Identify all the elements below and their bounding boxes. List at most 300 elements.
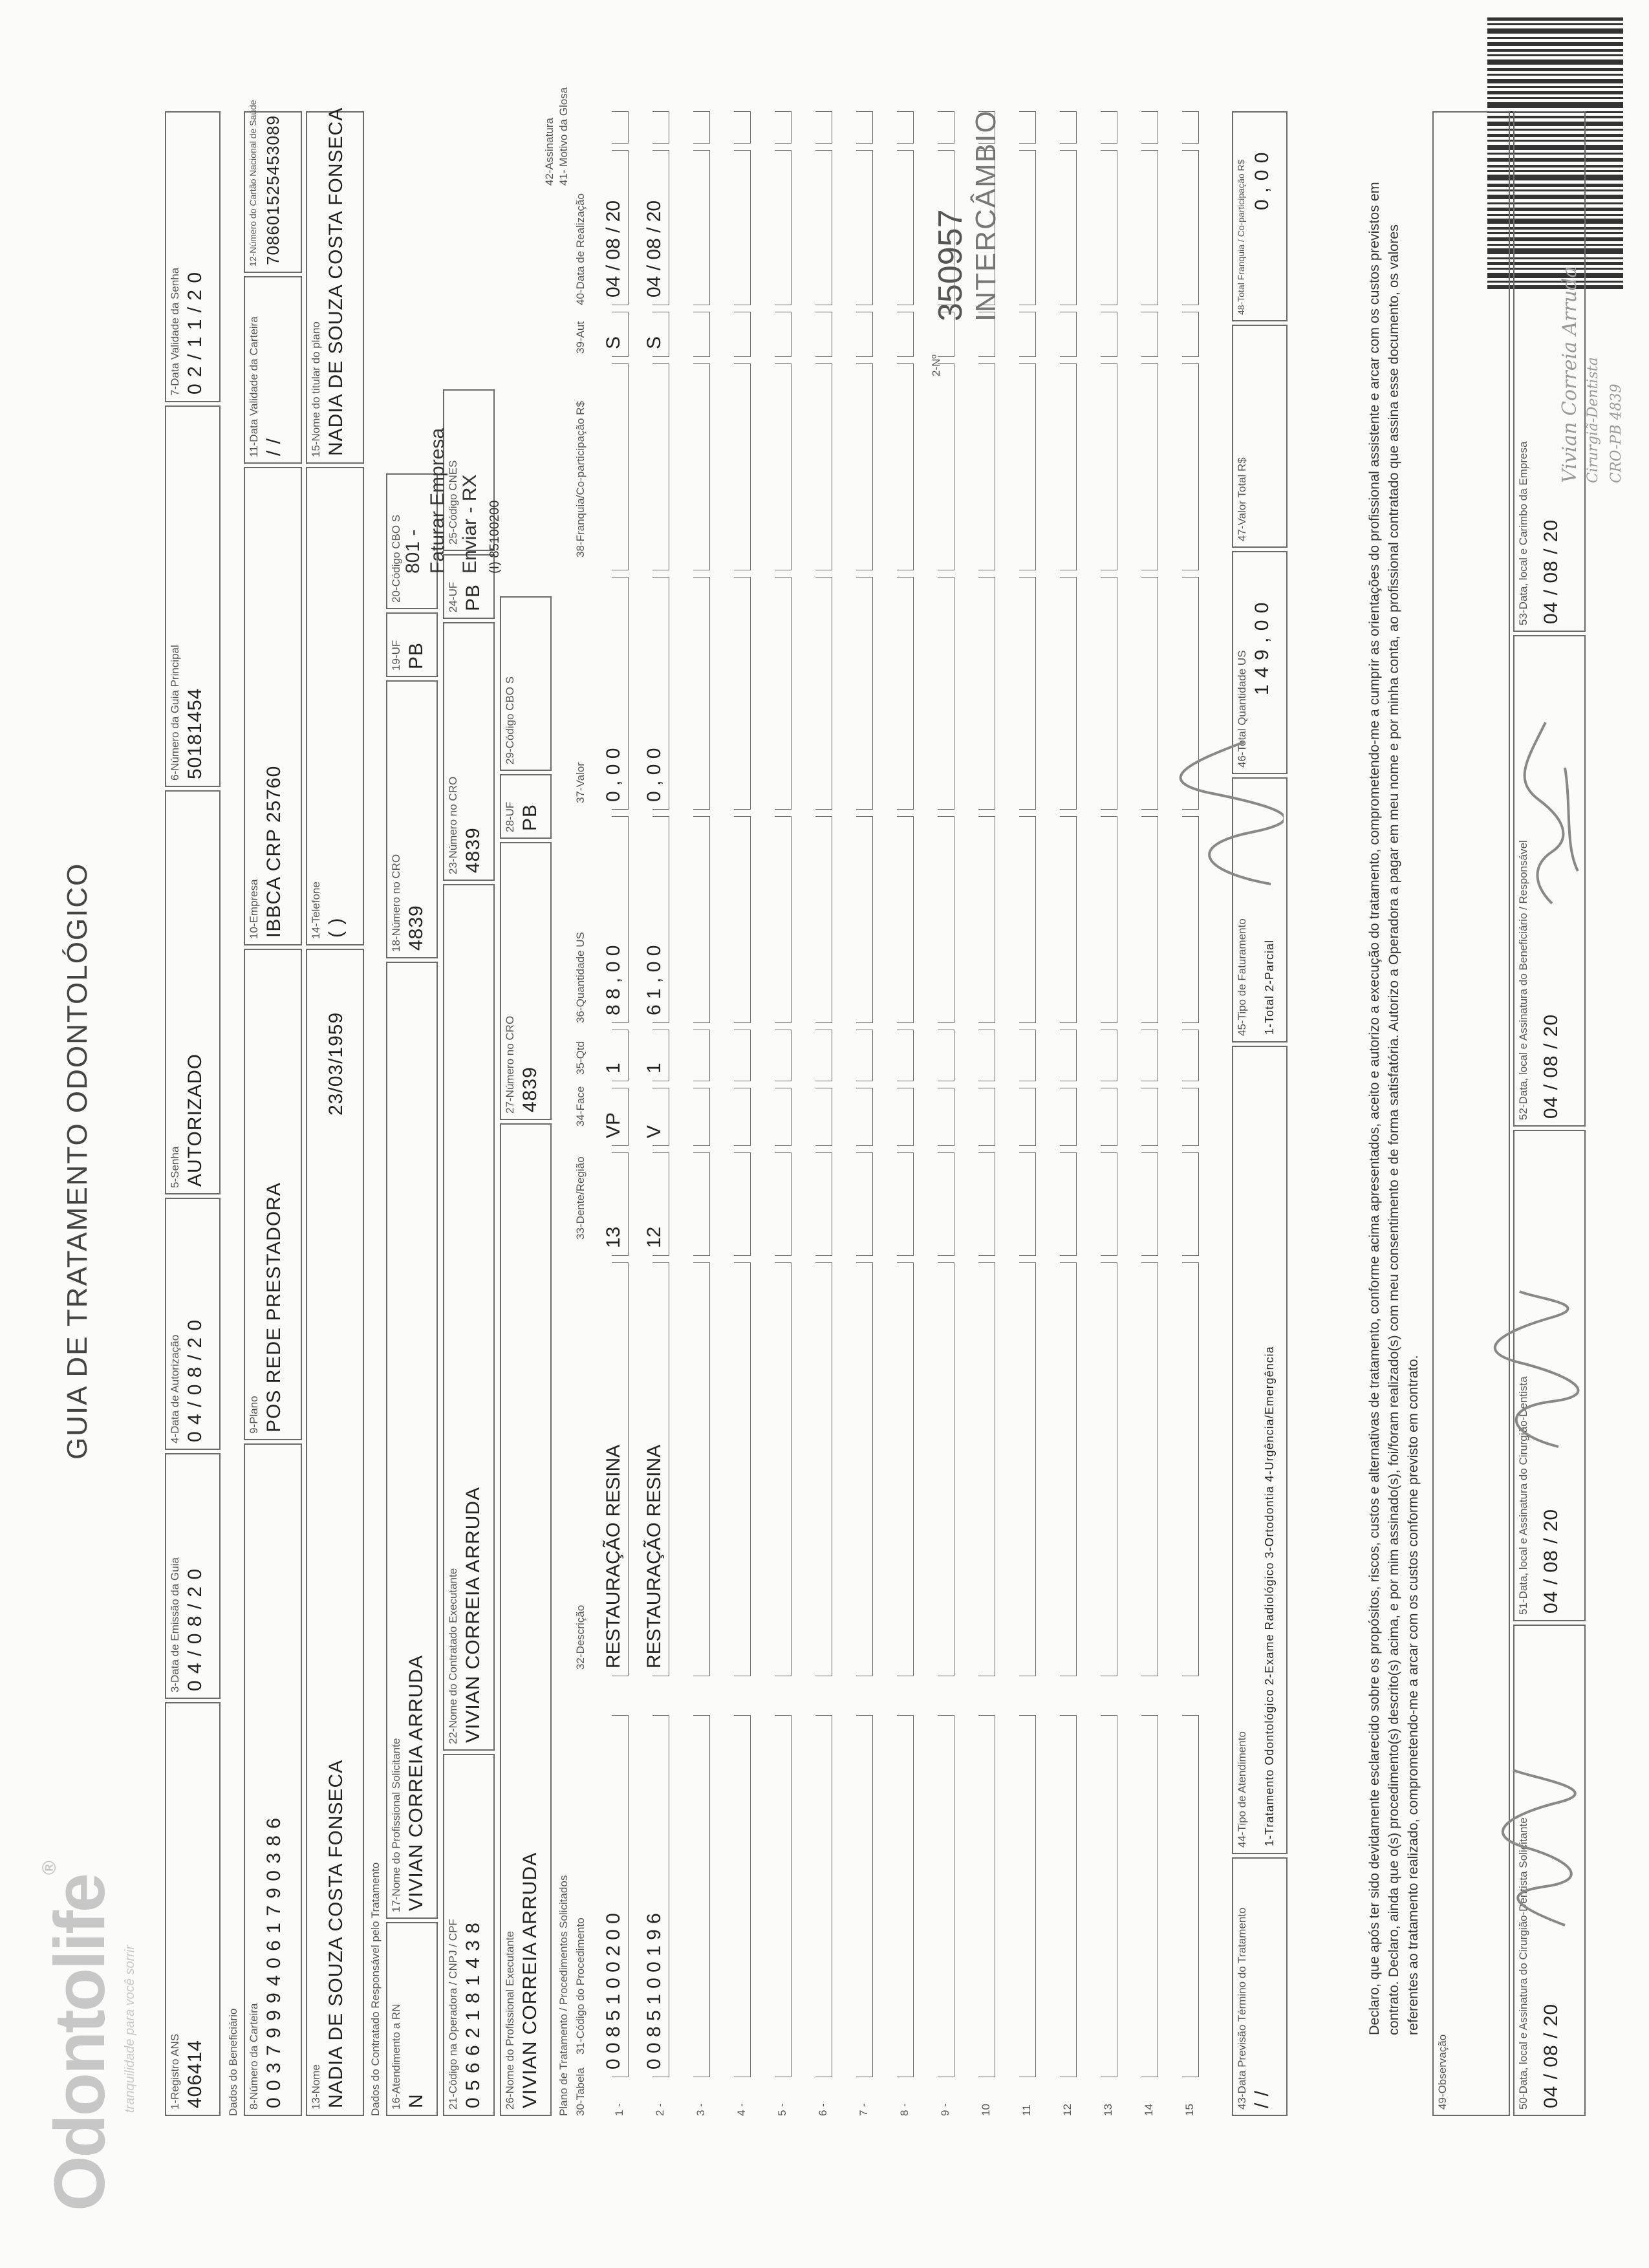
cell-box-face bbox=[1182, 1088, 1199, 1146]
valor-total-field bbox=[1232, 325, 1288, 548]
cartao-nacional-value: 708601525453089 bbox=[263, 115, 283, 265]
cell-box-qtd bbox=[897, 1030, 914, 1081]
cell-box-us bbox=[897, 816, 914, 1023]
cell-box-dente bbox=[734, 1152, 751, 1256]
cell-box-codigo bbox=[815, 1715, 832, 2077]
cell-box-aut bbox=[815, 312, 832, 357]
cbo-29-label: 29-Código CBO S bbox=[504, 676, 516, 764]
cell-box-aut bbox=[1060, 312, 1077, 357]
cell-box-franquia bbox=[897, 363, 914, 570]
signature-solicitante bbox=[1487, 1764, 1584, 1932]
cell-aut: S bbox=[643, 336, 665, 349]
table-row bbox=[960, 111, 999, 2116]
table-row bbox=[879, 111, 918, 2116]
cell-box-dente bbox=[856, 1152, 873, 1256]
validade-senha-value: 0 2 / 1 1 / 2 0 bbox=[184, 271, 206, 394]
cell-box-codigo bbox=[734, 1715, 751, 2077]
cell-box-glosa bbox=[938, 111, 954, 144]
numero-cro-23-label: 23-Número no CRO bbox=[447, 776, 459, 874]
cell-box-valor bbox=[734, 577, 751, 810]
cell-box-aut bbox=[1182, 312, 1199, 357]
cell-box-qtd bbox=[612, 1030, 629, 1081]
cell-box-qtd bbox=[693, 1030, 710, 1081]
cell-box-descricao bbox=[815, 1262, 832, 1676]
cell-box-aut bbox=[978, 312, 995, 357]
cell-box-qtd bbox=[775, 1030, 792, 1081]
cell-box-descricao bbox=[938, 1262, 954, 1676]
cell-box-data bbox=[1141, 150, 1158, 305]
cell-box-aut bbox=[1101, 312, 1117, 357]
cell-box-qtd bbox=[1019, 1030, 1036, 1081]
nome-value: NADIA DE SOUZA COSTA FONSECA bbox=[325, 1759, 347, 2108]
cell-box-franquia bbox=[938, 363, 954, 570]
stamp-name: Vivian Correia Arruda bbox=[1558, 266, 1581, 483]
header-fields bbox=[165, 100, 495, 2116]
guia-number: 350957 bbox=[932, 209, 969, 321]
cell-box-glosa bbox=[897, 111, 914, 144]
validade-carteira-field bbox=[244, 276, 302, 464]
cell-box-descricao bbox=[775, 1262, 792, 1676]
assinatura-beneficiario-value: 04 / 08 / 20 bbox=[1540, 1013, 1562, 1119]
data-nascimento-value: 23/03/1959 bbox=[325, 1011, 347, 1116]
cell-box-franquia bbox=[1019, 363, 1036, 570]
total-franquia-value: 0 , 0 0 bbox=[1251, 151, 1273, 210]
atendimento-rn-value: N bbox=[405, 2093, 427, 2108]
cell-dente: 13 bbox=[603, 1226, 624, 1248]
empresa-value: IBBCA CRP 25760 bbox=[263, 765, 285, 938]
guia-principal-label: 6-Número da Guia Principal bbox=[169, 645, 181, 781]
assinatura-cirurgiao-value: 04 / 08 / 20 bbox=[1540, 1508, 1562, 1614]
uf-19-label: 19-UF bbox=[390, 640, 402, 671]
cell-box-data bbox=[1182, 150, 1199, 305]
row-number: 5 - bbox=[776, 2103, 788, 2116]
cell-box-face bbox=[1141, 1088, 1158, 1146]
cell-box-data bbox=[693, 150, 710, 305]
assinatura-beneficiario-label: 52-Data, local e Assinatura do Beneficiário / Responsável bbox=[1517, 840, 1529, 1120]
cell-box-us bbox=[1101, 816, 1117, 1023]
cell-box-franquia bbox=[693, 363, 710, 570]
cell-box-codigo bbox=[775, 1715, 792, 2077]
uf-28-value: PB bbox=[519, 803, 541, 831]
header-motivo-glosa: 41- Motivo da Glosa bbox=[557, 87, 570, 186]
numero-cro-18-label: 18-Número no CRO bbox=[390, 854, 402, 952]
cell-box-codigo bbox=[856, 1715, 873, 2077]
table-row bbox=[1123, 111, 1162, 2116]
cell-box-qtd bbox=[652, 1030, 669, 1081]
senha-field bbox=[165, 790, 221, 1194]
cell-box-aut bbox=[693, 312, 710, 357]
cell-box-codigo bbox=[1019, 1715, 1036, 2077]
telefone-field bbox=[306, 467, 364, 945]
cell-box-franquia bbox=[1101, 363, 1117, 570]
cell-box-descricao bbox=[1060, 1262, 1077, 1676]
cell-box-face bbox=[1060, 1088, 1077, 1146]
cell-box-aut bbox=[856, 312, 873, 357]
table-row bbox=[634, 111, 673, 2116]
numero-cro-27-label: 27-Número no CRO bbox=[504, 1015, 516, 1114]
cell-box-franquia bbox=[1182, 363, 1199, 570]
registro-ans-value: 406414 bbox=[184, 2039, 206, 2108]
atendimento-rn-field bbox=[386, 1922, 438, 2116]
cell-box-dente bbox=[775, 1152, 792, 1256]
cartao-nacional-field bbox=[244, 100, 302, 273]
cell-box-qtd bbox=[734, 1030, 751, 1081]
tipo-atendimento-label: 44-Tipo de Atendimento bbox=[1236, 1731, 1248, 1848]
section-contratado: Dados do Contratado Responsável pelo Tratamento bbox=[369, 1862, 382, 2116]
previsao-termino-label: 43-Data Previsão Término do Tratamento bbox=[1236, 1907, 1248, 2110]
cell-box-us bbox=[1019, 816, 1036, 1023]
row-number: 4 - bbox=[735, 2103, 748, 2116]
section-plano-tratamento: Plano de Tratamento / Procedimentos Solicitados bbox=[557, 1875, 570, 2116]
cell-box-aut bbox=[938, 312, 954, 357]
cell-codigo: 0 0 8 5 1 0 0 1 9 6 bbox=[643, 1913, 665, 2069]
cell-aut: S bbox=[603, 336, 624, 349]
cell-box-codigo bbox=[897, 1715, 914, 2077]
table-row bbox=[1083, 111, 1121, 2116]
cell-box-data bbox=[1019, 150, 1036, 305]
validade-senha-label: 7-Data Validade da Senha bbox=[169, 267, 181, 396]
cell-box-valor bbox=[897, 577, 914, 810]
header-data-realizacao: 40-Data de Realização bbox=[574, 193, 587, 305]
data-emissao-label: 3-Data de Emissão da Guia bbox=[169, 1557, 181, 1692]
profissional-solicitante-value: VIVIAN CORREIA ARRUDA bbox=[405, 1654, 427, 1911]
header-face: 34-Face bbox=[574, 1086, 587, 1127]
atendimento-rn-label: 16-Atendimento a RN bbox=[390, 2003, 402, 2110]
contratado-executante-field bbox=[443, 884, 495, 1751]
row-number: 14 bbox=[1143, 2104, 1155, 2116]
numero-cro-23-value: 4839 bbox=[462, 827, 484, 873]
carimbo-empresa-label: 53-Data, local e Carimbo da Empresa bbox=[1517, 441, 1529, 625]
row-number: 11 bbox=[1020, 2104, 1033, 2116]
guia-principal-value: 5018145​4 bbox=[184, 687, 206, 779]
cell-box-descricao bbox=[897, 1262, 914, 1676]
cell-box-face bbox=[856, 1088, 873, 1146]
titular-plano-label: 15-Nome do titular do plano bbox=[310, 321, 322, 457]
total-quantidade-us-label: 46-Total Quantidade US bbox=[1236, 650, 1248, 768]
header-tabela: 30-Tabela bbox=[574, 2068, 587, 2116]
cell-box-qtd bbox=[856, 1030, 873, 1081]
assinatura-solicitante-label: 50-Data, local e Assinatura do Cirurgião-Dentista Solicitante bbox=[1517, 1817, 1529, 2110]
cell-box-dente bbox=[815, 1152, 832, 1256]
cell-box-glosa bbox=[1182, 111, 1199, 144]
logo-tagline: tranquilidade para você sorrir bbox=[123, 1945, 137, 2113]
codigo-operadora-label: 21-Código na Operadora / CNPJ / CPF bbox=[447, 1919, 459, 2110]
contratado-executante-label: 22-Nome do Contratado Executante bbox=[447, 1568, 459, 1744]
cell-qtd: 1 bbox=[603, 1063, 624, 1074]
table-row bbox=[1164, 111, 1203, 2116]
cell-box-data bbox=[938, 150, 954, 305]
cell-box-us bbox=[1060, 816, 1077, 1023]
plano-label: 9-Plano bbox=[248, 1396, 260, 1434]
header-franquia: 38-Franquia/Co-participação R$ bbox=[574, 401, 587, 557]
signature-beneficiario bbox=[1494, 716, 1591, 910]
uf-19-field bbox=[386, 612, 438, 677]
validade-senha-field bbox=[165, 111, 221, 402]
senha-value: AUTORIZADO bbox=[184, 1053, 206, 1187]
profissional-solicitante-field bbox=[386, 962, 438, 1919]
cell-box-us bbox=[734, 816, 751, 1023]
cell-box-aut bbox=[1141, 312, 1158, 357]
cell-box-glosa bbox=[978, 111, 995, 144]
header-dente: 33-Dente/Região bbox=[574, 1156, 587, 1240]
side-note-1: 801 - bbox=[402, 529, 424, 574]
cell-box-us bbox=[1141, 816, 1158, 1023]
cell-box-qtd bbox=[978, 1030, 995, 1081]
cell-box-dente bbox=[693, 1152, 710, 1256]
cell-box-codigo bbox=[1101, 1715, 1117, 2077]
numero-carteira-field bbox=[244, 1443, 302, 2116]
tipo-faturamento-label: 45-Tipo de Faturamento bbox=[1236, 918, 1248, 1036]
tipo-faturamento-value: 1-Total 2-Parcial bbox=[1263, 939, 1276, 1035]
cell-dente: 12 bbox=[643, 1226, 665, 1248]
validade-carteira-label: 11-Data Validade da Carteira bbox=[248, 316, 260, 457]
table-row bbox=[797, 111, 836, 2116]
observacao-label: 49-Observação bbox=[1436, 2034, 1449, 2110]
senha-label: 5-Senha bbox=[169, 1146, 181, 1188]
uf-24-value: PB bbox=[462, 583, 484, 611]
guia-principal-field bbox=[165, 405, 221, 787]
cell-box-glosa bbox=[815, 111, 832, 144]
cell-box-aut bbox=[1019, 312, 1036, 357]
cell-box-franquia bbox=[815, 363, 832, 570]
cell-box-data bbox=[734, 150, 751, 305]
total-franquia-field bbox=[1232, 111, 1288, 321]
data-emissao-value: 0 4 / 0 8 / 2 0 bbox=[184, 1568, 206, 1691]
data-autorizacao-value: 0 4 / 0 8 / 2 0 bbox=[184, 1319, 206, 1442]
cell-box-dente bbox=[1060, 1152, 1077, 1256]
cell-box-face bbox=[815, 1088, 832, 1146]
cell-box-descricao bbox=[734, 1262, 751, 1676]
cell-box-data bbox=[856, 150, 873, 305]
signature-cirurgiao bbox=[1487, 1285, 1584, 1453]
cell-data: 04 / 08 / 20 bbox=[603, 200, 624, 297]
uf-28-label: 28-UF bbox=[504, 801, 516, 832]
cell-box-glosa bbox=[856, 111, 873, 144]
cell-box-us bbox=[938, 816, 954, 1023]
cell-box-franquia bbox=[612, 363, 629, 570]
cell-box-valor bbox=[1019, 577, 1036, 810]
cell-box-data bbox=[1101, 150, 1117, 305]
validade-carteira-value: / / bbox=[263, 437, 285, 456]
cell-box-face bbox=[938, 1088, 954, 1146]
cell-box-glosa bbox=[775, 111, 792, 144]
total-quantidade-us-value: 1 4 9 , 0 0 bbox=[1251, 601, 1273, 695]
cell-us: 6 1 , 0 0 bbox=[643, 945, 665, 1015]
numero-carteira-value: 0 0 3 7 9 9 9 4 0 6 1 7 9 0 3 8 6 bbox=[263, 1817, 285, 2108]
cell-box-franquia bbox=[1141, 363, 1158, 570]
cell-box-valor bbox=[938, 577, 954, 810]
cell-box-dente bbox=[938, 1152, 954, 1256]
cell-box-dente bbox=[897, 1152, 914, 1256]
cell-box-us bbox=[856, 816, 873, 1023]
cell-box-aut bbox=[734, 312, 751, 357]
cell-box-data bbox=[815, 150, 832, 305]
profissional-executante-field bbox=[500, 1123, 552, 2116]
cell-box-valor bbox=[978, 577, 995, 810]
cell-box-valor bbox=[693, 577, 710, 810]
cell-descricao: RESTAURAÇÃO RESINA bbox=[643, 1444, 665, 1669]
stamp-cro: CRO-PB 4839 bbox=[1608, 383, 1624, 483]
table-row bbox=[1042, 111, 1081, 2116]
cell-box-franquia bbox=[1060, 363, 1077, 570]
cell-data: 04 / 08 / 20 bbox=[643, 200, 665, 297]
profissional-solicitante-label: 17-Nome do Profissional Solicitante bbox=[390, 1738, 402, 1912]
cell-box-qtd bbox=[1101, 1030, 1117, 1081]
cell-qtd: 1 bbox=[643, 1063, 665, 1074]
cell-box-dente bbox=[1182, 1152, 1199, 1256]
cell-box-codigo bbox=[1141, 1715, 1158, 2077]
titular-plano-field bbox=[306, 107, 364, 464]
cell-face: VP bbox=[603, 1112, 624, 1138]
cell-box-glosa bbox=[1101, 111, 1117, 144]
cell-box-glosa bbox=[734, 111, 751, 144]
uf-28-field bbox=[500, 774, 552, 839]
cell-box-codigo bbox=[978, 1715, 995, 2077]
cartao-nacional-label: 12-Número do Cartão Nacional de Saúde bbox=[248, 100, 258, 266]
cell-box-aut bbox=[897, 312, 914, 357]
cell-box-dente bbox=[978, 1152, 995, 1256]
stamp-title: Cirurgiã-Dentista bbox=[1585, 357, 1601, 483]
cell-us: 8 8 , 0 0 bbox=[603, 945, 624, 1015]
cell-box-glosa bbox=[1019, 111, 1036, 144]
cell-box-valor bbox=[1141, 577, 1158, 810]
row-number: 9 - bbox=[939, 2103, 951, 2116]
cell-box-valor bbox=[1060, 577, 1077, 810]
odontolife-logo: Odontolife® bbox=[39, 1862, 120, 2211]
cell-box-valor bbox=[856, 577, 873, 810]
cell-box-data bbox=[1060, 150, 1077, 305]
cell-box-qtd bbox=[1141, 1030, 1158, 1081]
cell-box-descricao bbox=[1182, 1262, 1199, 1676]
cell-box-data bbox=[978, 150, 995, 305]
cell-descricao: RESTAURAÇÃO RESINA bbox=[603, 1444, 624, 1669]
cell-box-codigo bbox=[1182, 1715, 1199, 2077]
cell-box-descricao bbox=[1101, 1262, 1117, 1676]
table-row bbox=[716, 111, 755, 2116]
cell-box-us bbox=[978, 816, 995, 1023]
previsao-termino-value: / / bbox=[1251, 2090, 1273, 2108]
cell-box-descricao bbox=[693, 1262, 710, 1676]
cell-box-codigo bbox=[1060, 1715, 1077, 2077]
cell-box-valor bbox=[1101, 577, 1117, 810]
numero-cro-27-value: 4839 bbox=[519, 1066, 541, 1112]
cell-box-data bbox=[897, 150, 914, 305]
row-number: 3 - bbox=[695, 2103, 707, 2116]
header-qtd: 35-Qtd bbox=[574, 1041, 587, 1075]
cell-box-franquia bbox=[978, 363, 995, 570]
cell-box-codigo bbox=[693, 1715, 710, 2077]
contratado-executante-value: VIVIAN CORREIA ARRUDA bbox=[462, 1486, 484, 1743]
cell-codigo: 0 0 8 5 1 0 0 2 0 0 bbox=[603, 1913, 624, 2069]
header-assinatura: 42-Assinatura bbox=[543, 118, 555, 186]
side-note-4: (I) 85100200 bbox=[488, 500, 502, 574]
plano-field bbox=[244, 949, 302, 1440]
cell-box-face bbox=[897, 1088, 914, 1146]
tipo-atendimento-value: 1-Tratamento Odontológico 2-Exame Radiológico 3-Ortodontia 4-Urgência/Emergência bbox=[1263, 1346, 1276, 1846]
cell-box-us bbox=[775, 816, 792, 1023]
cell-box-franquia bbox=[652, 363, 669, 570]
cell-box-franquia bbox=[856, 363, 873, 570]
cell-box-valor bbox=[775, 577, 792, 810]
numero-cro-18-value: 4839 bbox=[405, 905, 427, 951]
cbo-20-label: 20-Código CBO S bbox=[390, 514, 402, 603]
side-note-2: Faturar Empresa bbox=[427, 427, 448, 574]
header-valor: 37-Valor bbox=[574, 762, 587, 803]
declaration-text: Declaro, que após ter sido devidamente esclarecido sobre os propósitos, riscos, custos e alternativas de tratamento, conforme acima apresentados, aceito e autorizo a execução do tratamento, comprometendo-me a cumprir as orientações do profissional assistente e arcar com os custos previstos em contrato. Declaro, ainda que o(s) procedimento(s) descrito(s) acima, e por mim assinado(s), foi/foram realizado(s) com meu consentimento e de forma satisfatória. Autorizo a Operadora a pagar em meu nome e por minha conta, ao profissional contratado que assina esse documento, os valores referentes ao tratamento realizado, comprometendo-me a arcar com os custos conforme previsto em contrato. bbox=[1366, 182, 1421, 2035]
cnes-25-label: 25-Código CNES bbox=[447, 460, 459, 545]
row-number: 2 - bbox=[654, 2103, 666, 2116]
cell-box-face bbox=[1101, 1088, 1117, 1146]
row-number: 10 bbox=[980, 2104, 992, 2116]
cell-box-face bbox=[775, 1088, 792, 1146]
table-row bbox=[675, 111, 714, 2116]
codigo-operadora-field bbox=[443, 1754, 495, 2116]
nome-field bbox=[306, 949, 364, 2116]
cell-box-dente bbox=[1101, 1152, 1117, 1256]
cell-box-glosa bbox=[612, 111, 629, 144]
uf-19-value: PB bbox=[405, 642, 427, 669]
uf-24-label: 24-UF bbox=[447, 581, 459, 612]
cell-box-qtd bbox=[1182, 1030, 1199, 1081]
cell-box-glosa bbox=[1141, 111, 1158, 144]
cell-box-face bbox=[734, 1088, 751, 1146]
numero-cro-23-field bbox=[443, 622, 495, 881]
guia-type: INTERCÂMBIO bbox=[970, 109, 1002, 321]
telefone-label: 14-Telefone bbox=[310, 881, 322, 939]
cell-box-face bbox=[693, 1088, 710, 1146]
cell-box-glosa bbox=[1060, 111, 1077, 144]
table-row bbox=[757, 111, 795, 2116]
cell-box-descricao bbox=[856, 1262, 873, 1676]
cell-box-qtd bbox=[938, 1030, 954, 1081]
cell-box-glosa bbox=[652, 111, 669, 144]
cbo-29-field bbox=[500, 596, 552, 771]
valor-total-label: 47-Valor Total R$ bbox=[1236, 457, 1248, 541]
cell-box-aut bbox=[775, 312, 792, 357]
cell-box-dente bbox=[1141, 1152, 1158, 1256]
assinatura-cirurgiao-label: 51-Data, local e Assinatura do Cirurgião-Dentista bbox=[1517, 1376, 1529, 1615]
form-title: GUIA DE TRATAMENTO ODONTOLÓGICO bbox=[61, 862, 93, 1460]
cell-box-dente bbox=[1019, 1152, 1036, 1256]
table-row bbox=[1001, 111, 1040, 2116]
plano-value: POS REDE PRESTADORA bbox=[263, 1182, 285, 1432]
assinatura-solicitante-value: 04 / 08 / 20 bbox=[1540, 2003, 1562, 2108]
codigo-operadora-value: 0 5 6 6 2 1 8 1 4 3 8 bbox=[462, 1922, 484, 2108]
cell-box-aut bbox=[612, 312, 629, 357]
numero-cro-18-field bbox=[386, 680, 438, 958]
data-autorizacao-label: 4-Data de Autorização bbox=[169, 1334, 181, 1443]
cell-box-descricao bbox=[1141, 1262, 1158, 1676]
cell-box-us bbox=[693, 816, 710, 1023]
tipo-atendimento-field bbox=[1232, 1046, 1288, 1854]
total-franquia-label: 48-Total Franquia / Co-participação R$ bbox=[1236, 159, 1246, 315]
table-row bbox=[920, 111, 958, 2116]
data-emissao-field bbox=[165, 1453, 221, 1699]
cell-box-qtd bbox=[1060, 1030, 1077, 1081]
side-notes bbox=[401, 428, 507, 574]
cell-box-codigo bbox=[938, 1715, 954, 2077]
section-beneficiario: Dados do Beneficiário bbox=[227, 2008, 239, 2116]
table-row bbox=[594, 111, 632, 2116]
cell-box-valor bbox=[815, 577, 832, 810]
cell-box-descricao bbox=[1019, 1262, 1036, 1676]
cell-box-franquia bbox=[775, 363, 792, 570]
row-number: 15 bbox=[1183, 2104, 1196, 2116]
registro-ans-field bbox=[165, 1702, 221, 2116]
cell-valor: 0 , 0 0 bbox=[603, 748, 624, 802]
cell-box-aut bbox=[652, 312, 669, 357]
cell-box-data bbox=[775, 150, 792, 305]
